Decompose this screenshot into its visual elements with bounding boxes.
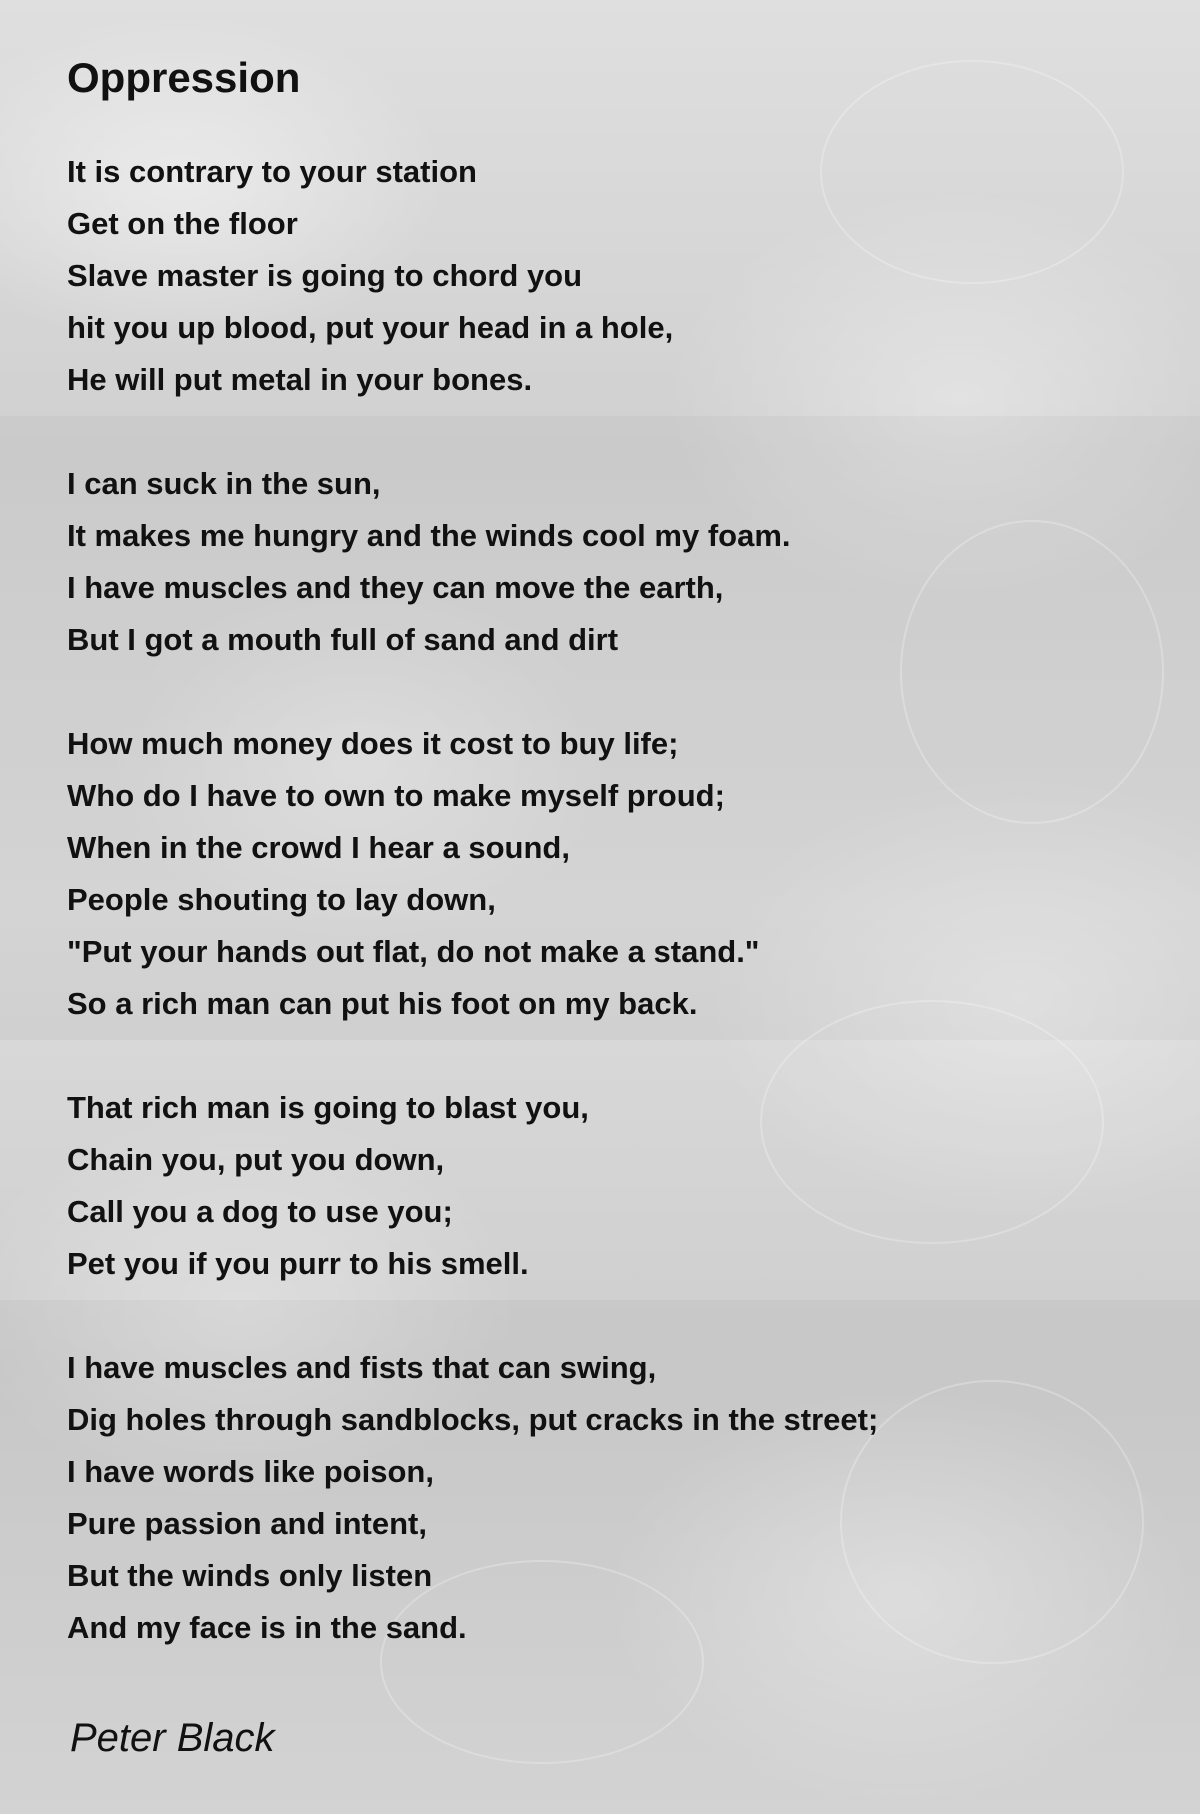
poem-line: I have muscles and fists that can swing, <box>67 1350 657 1385</box>
poem-line: And my face is in the sand. <box>67 1610 467 1645</box>
poem-line: That rich man is going to blast you, <box>67 1090 589 1125</box>
poem-line: "Put your hands out flat, do not make a stand." <box>67 934 760 969</box>
poem-line: hit you up blood, put your head in a hole, <box>67 310 674 345</box>
poem-container <box>67 48 1147 1706</box>
poem-stanza <box>67 718 1147 1030</box>
poem-stanza <box>67 1082 1147 1290</box>
poem-line: Who do I have to own to make myself proud; <box>67 778 725 813</box>
poem-line: He will put metal in your bones. <box>67 362 533 397</box>
poem-line: But the winds only listen <box>67 1558 433 1593</box>
poem-line: Dig holes through sandblocks, put cracks in the street; <box>67 1402 879 1437</box>
poem-body <box>67 146 1147 1654</box>
poem-line: So a rich man can put his foot on my back. <box>67 986 698 1021</box>
poem-line: Slave master is going to chord you <box>67 258 583 293</box>
poem-title: Oppression <box>67 54 301 101</box>
poem-line: It makes me hungry and the winds cool my foam. <box>67 518 791 553</box>
poem-stanza <box>67 146 1147 406</box>
poem-stanza <box>67 458 1147 666</box>
poem-line: Pure passion and intent, <box>67 1506 427 1541</box>
poem-line: I have muscles and they can move the earth, <box>67 570 724 605</box>
poem-line: Chain you, put you down, <box>67 1142 445 1177</box>
poem-line: Get on the floor <box>67 206 298 241</box>
poem-line: Call you a dog to use you; <box>67 1194 453 1229</box>
poem-line: I have words like poison, <box>67 1454 434 1489</box>
poem-line: How much money does it cost to buy life; <box>67 726 679 761</box>
poem-author: Peter Black <box>70 1716 275 1760</box>
poem-line: But I got a mouth full of sand and dirt <box>67 622 619 657</box>
poem-line: Pet you if you purr to his smell. <box>67 1246 529 1281</box>
poem-line: It is contrary to your station <box>67 154 477 189</box>
poem-line: People shouting to lay down, <box>67 882 496 917</box>
poem-stanza <box>67 1342 1147 1654</box>
poem-line: When in the crowd I hear a sound, <box>67 830 570 865</box>
poem-line: I can suck in the sun, <box>67 466 381 501</box>
